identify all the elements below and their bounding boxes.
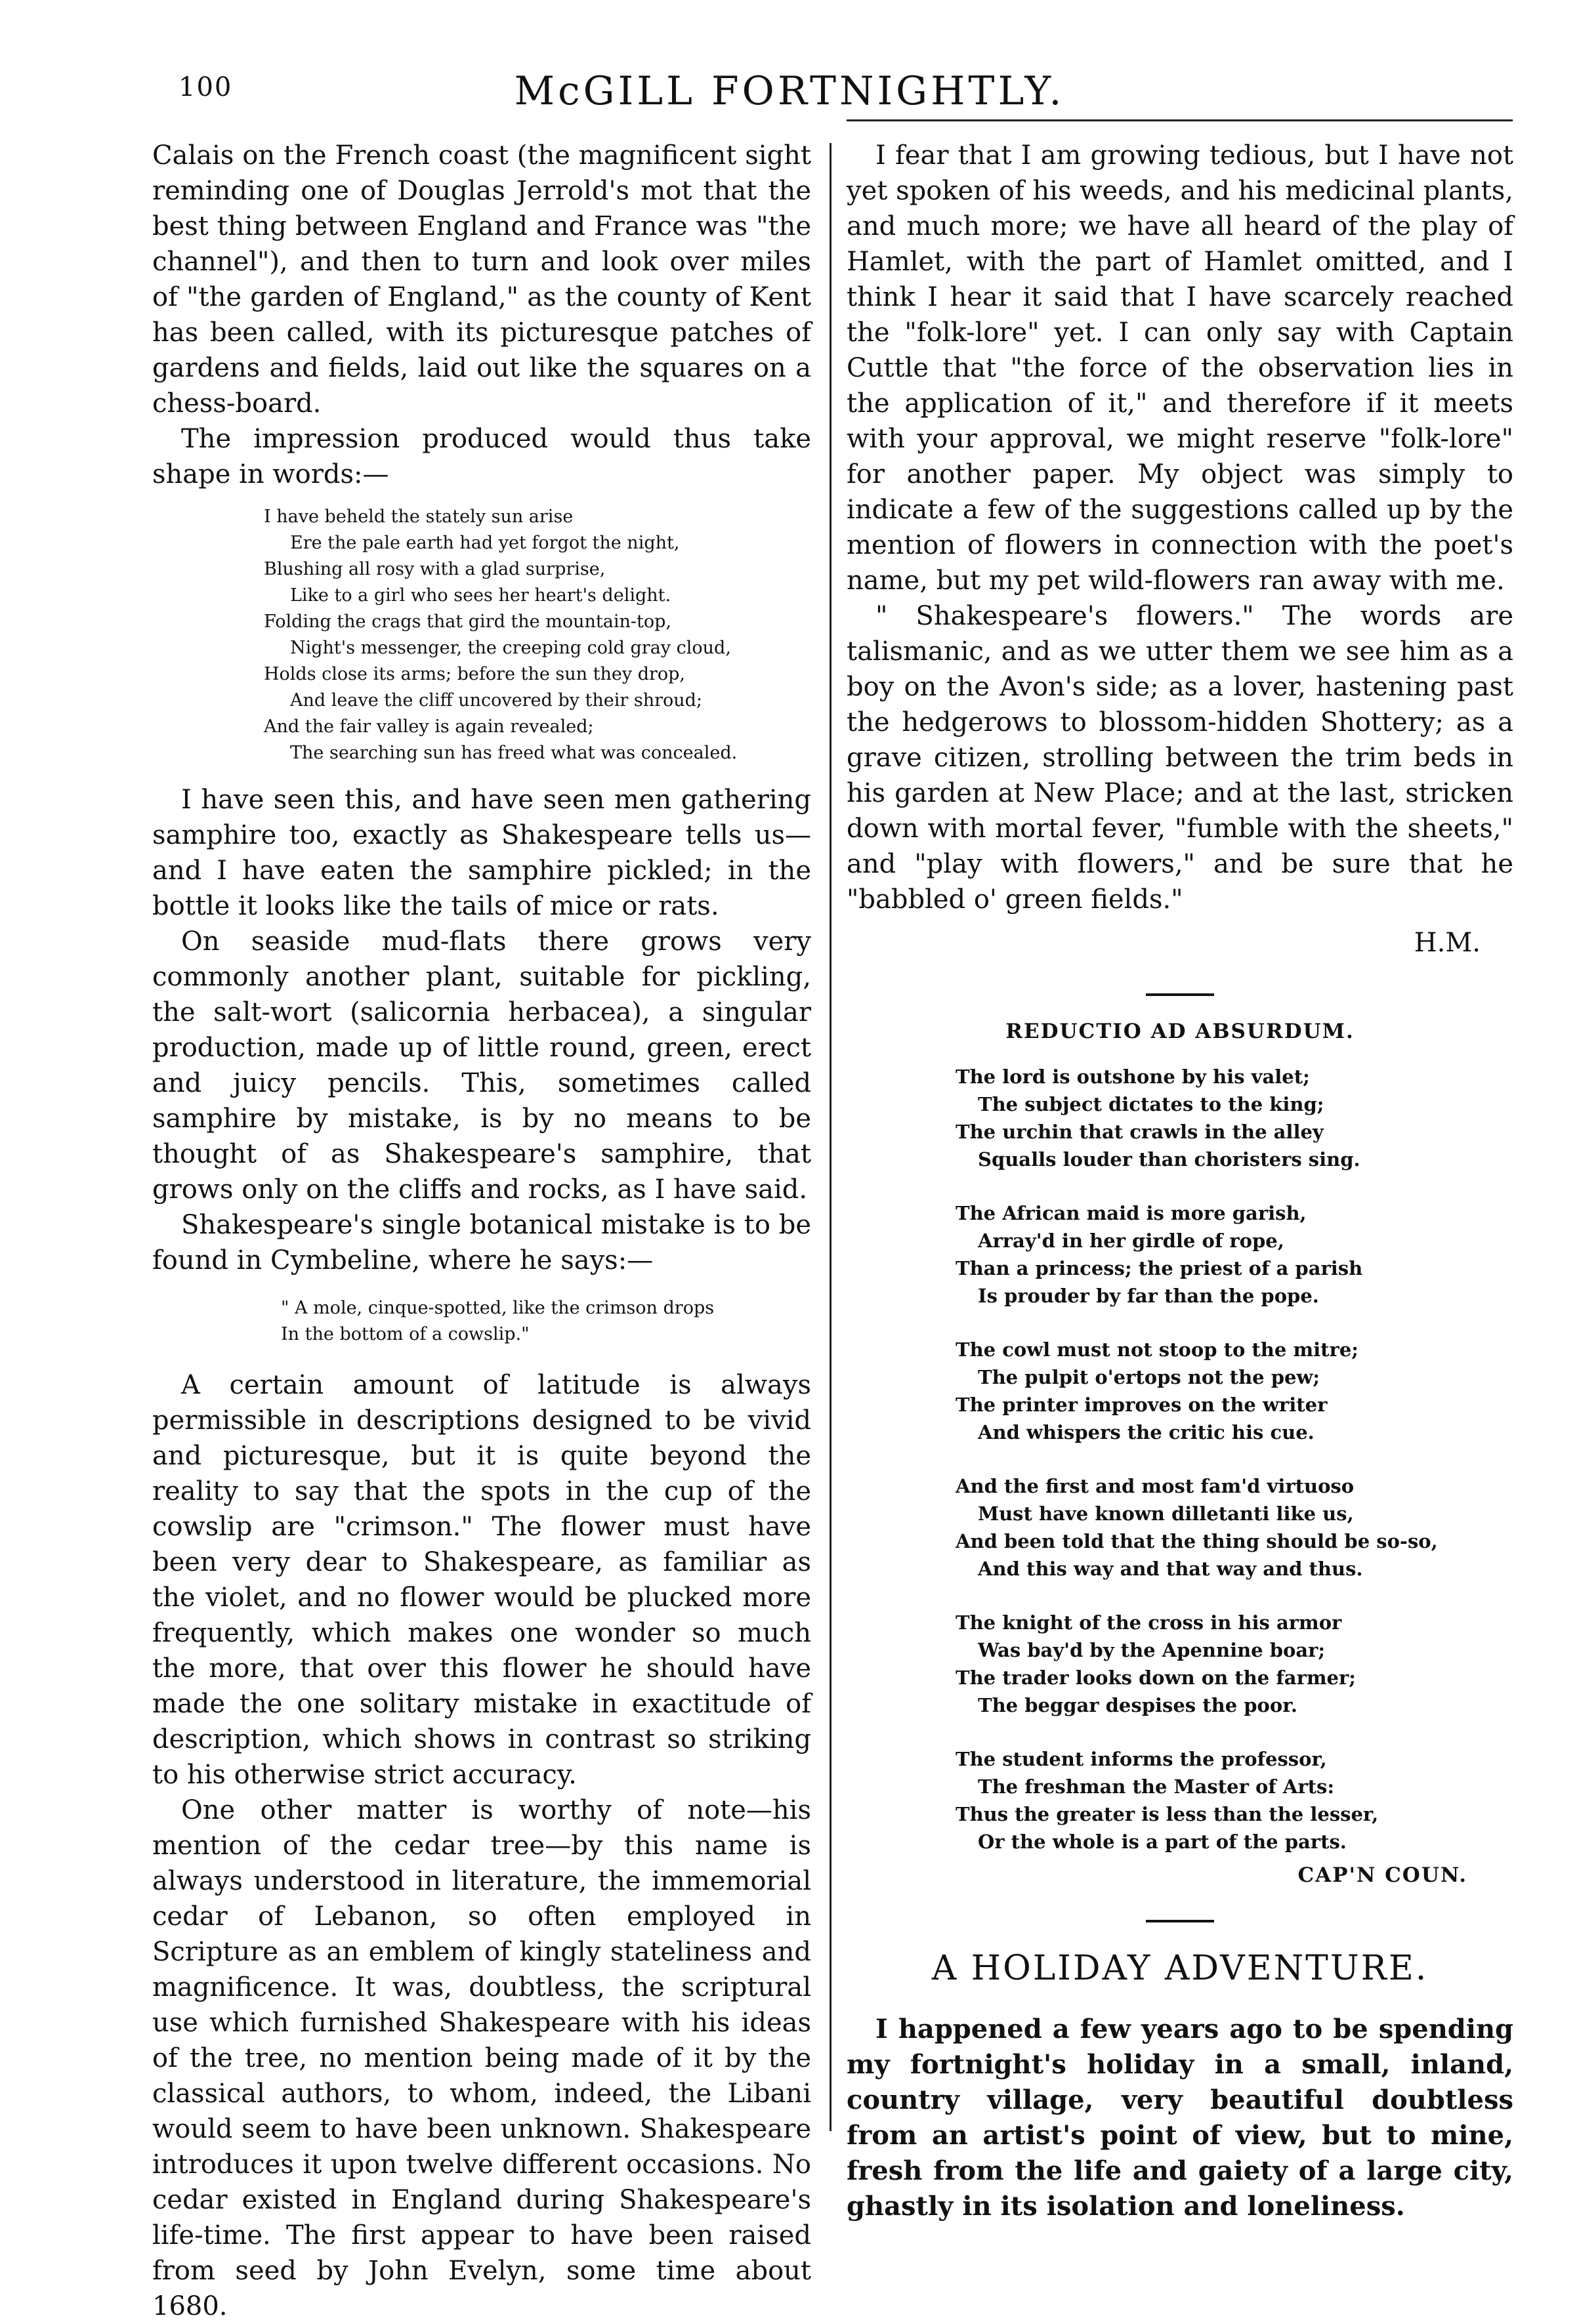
poem-line: Thus the greater is less than the lesser, — [956, 1803, 1379, 1825]
stanza — [956, 1472, 1513, 1583]
paragraph: I fear that I am growing tedious, but I have not yet spoken of his weeds, and his medicinal plants, and much more; we have all heard of the play of Hamlet, with the part of Hamlet omitted, and I think I hear it said that I have scarcely reached the "folk-lore" yet. I can only say with Captain Cuttle that "the force of the observation lies in the application of it," and therefore if it meets with your approval, we might reserve "folk-lore" for another paper. My object was simply to indicate a few of the suggestions called up by the mention of flowers in connection with the poet's name, but my pet wild-flowers ran away with me. — [847, 140, 1513, 596]
masthead-title: McGILL FORTNIGHTLY. — [514, 68, 1065, 114]
poem-line: And the first and most fam'd virtuoso — [956, 1475, 1355, 1497]
poem-title: REDUCTIO AD ABSURDUM. — [1005, 1020, 1355, 1043]
paragraph: Shakespeare's single botanical mistake is to be found in Cymbeline, where he says:— — [152, 1210, 811, 1276]
verse-line: Holds close its arms; before the sun they drop, — [264, 664, 686, 684]
paragraph: I have seen this, and have seen men gathering samphire too, exactly as Shakespeare tells us—and I have eaten the samphire pickled; in the bottle it looks like the tails of mice or rats. — [152, 785, 811, 921]
header-rule — [847, 119, 1513, 121]
stanza — [956, 1609, 1513, 1719]
page-number: 100 — [179, 72, 233, 102]
poem-line: The printer improves on the writer — [956, 1394, 1328, 1416]
paragraph: I happened a few years ago to be spending my fortnight's holiday in a small, inland, country village, very beautiful doubtless from an artist's point of view, but to mine, fresh from the life and gaiety of a large city, ghastly in its isolation and loneliness. — [847, 2014, 1513, 2222]
poem-line: The urchin that crawls in the alley — [956, 1121, 1324, 1143]
paragraph: Calais on the French coast (the magnificent sight reminding one of Douglas Jerrold's mot that the best thing between England and France was "the channel"), and then to turn and look over miles of "the garden of England," as the county of Kent has been called, with its picturesque patches of gardens and fields, laid out like the squares on a chess-board. — [152, 140, 811, 419]
paragraph: " Shakespeare's flowers." The words are talismanic, and as we utter them we see him as a boy on the Avon's side; as a lover, hastening past the hedgerows to blossom-hidden Shottery; as a grave citizen, strolling between the trim beds in his garden at New Place; and at the last, stricken down with mortal fever, "fumble with the sheets," and "play with flowers," and be sure that he "babbled o' green fields." — [847, 601, 1513, 915]
cymbeline-quotation — [281, 1295, 811, 1348]
poem-line: Was bay'd by the Apennine boar; — [978, 1639, 1326, 1661]
section-rule — [1146, 1920, 1214, 1922]
right-column — [847, 138, 1513, 2224]
poem-line: The trader looks down on the farmer; — [956, 1667, 1356, 1689]
article-signature: H.M. — [1414, 928, 1481, 958]
verse-line: Blushing all rosy with a glad surprise, — [264, 559, 606, 579]
poem — [956, 1063, 1513, 1856]
poem-line: Or the whole is a part of the parts. — [978, 1831, 1347, 1853]
poem-line: The subject dictates to the king; — [978, 1093, 1324, 1115]
column-divider — [830, 143, 832, 2131]
paragraph: A certain amount of latitude is always permissible in descriptions designed to be vivid and picturesque, but it is quite beyond the reality to say that the spots in the cup of the cowslip are "crimson." The flower must have been very dear to Shakespeare, as familiar as the violet, and no flower would be plucked more frequently, which makes one wonder so much the more, that over this flower he should have made the one solitary mistake in exactitude of description, which shows in contrast so striking to his otherwise strict accuracy. — [152, 1370, 811, 1790]
poem-line: And been told that the thing should be so-so, — [956, 1530, 1438, 1552]
poem-line: The cowl must not stoop to the mitre; — [956, 1338, 1358, 1361]
poem-line: Array'd in her girdle of rope, — [978, 1230, 1284, 1252]
poem-signature: CAP'N COUN. — [1297, 1863, 1467, 1887]
paragraph: One other matter is worthy of note—his mention of the cedar tree—by this name is always understood in literature, the immemorial cedar of Lebanon, so often employed in Scripture as an emblem of kingly stateliness and magnificence. It was, doubtless, the scriptural use which furnished Shakespeare with his ideas of the tree, no mention being made of it by the classical authors, to whom, indeed, the Libani would seem to have been unknown. Shakespeare introduces it upon twelve different occasions. No cedar existed in England during Shakespeare's life-time. The first appear to have been raised from seed by John Evelyn, some time about 1680. — [152, 1795, 811, 2321]
verse-line: And leave the cliff uncovered by their shroud; — [290, 690, 703, 711]
poem-line: The African maid is more garish, — [956, 1202, 1307, 1224]
verse-line: Like to a girl who sees her heart's delight. — [290, 585, 671, 606]
quote-line: In the bottom of a cowslip." — [281, 1324, 530, 1344]
poem-line: The beggar despises the poor. — [978, 1694, 1297, 1716]
poem-line: The freshman the Master of Arts: — [978, 1775, 1335, 1798]
left-column — [152, 138, 811, 2324]
verse-line: Night's messenger, the creeping cold gray cloud, — [290, 638, 731, 658]
poem-line: And this way and that way and thus. — [978, 1558, 1363, 1580]
section-title: A HOLIDAY ADVENTURE. — [931, 1949, 1429, 1988]
poem-line: The pulpit o'ertops not the pew; — [978, 1366, 1320, 1388]
stanza — [956, 1199, 1513, 1310]
poem-line: Must have known dilletanti like us, — [978, 1503, 1354, 1525]
verse-line: And the fair valley is again revealed; — [264, 716, 594, 737]
poem-line: The lord is outshone by his valet; — [956, 1066, 1310, 1088]
poem-line: The student informs the professor, — [956, 1748, 1327, 1770]
poem-line: The knight of the cross in his armor — [956, 1611, 1342, 1634]
poem-line: Is prouder by far than the pope. — [978, 1285, 1319, 1307]
stanza — [956, 1063, 1513, 1173]
poem-line: Squalls louder than choristers sing. — [978, 1148, 1360, 1171]
verse-quotation — [264, 504, 811, 766]
poem-line: Than a princess; the priest of a parish — [956, 1257, 1363, 1279]
verse-line: Ere the pale earth had yet forgot the night, — [290, 533, 680, 553]
quote-line: " A mole, cinque-spotted, like the crimson drops — [281, 1298, 715, 1318]
section-rule — [1146, 993, 1214, 996]
stanza — [956, 1745, 1513, 1856]
verse-line: Folding the crags that gird the mountain-top, — [264, 612, 671, 632]
verse-line: The searching sun has freed what was concealed. — [290, 743, 738, 763]
stanza — [956, 1336, 1513, 1446]
paragraph: The impression produced would thus take shape in words:— — [152, 424, 811, 489]
paragraph: On seaside mud-flats there grows very commonly another plant, suitable for pickling, the salt-wort (salicornia herbacea), a singular production, made up of little round, green, erect and juicy pencils. This, sometimes called samphire by mistake, is by no means to be thought of as Shakespeare's samphire, that grows only on the cliffs and rocks, as I have said. — [152, 926, 811, 1205]
poem-line: And whispers the critic his cue. — [978, 1421, 1315, 1443]
verse-line: I have beheld the stately sun arise — [264, 507, 574, 527]
